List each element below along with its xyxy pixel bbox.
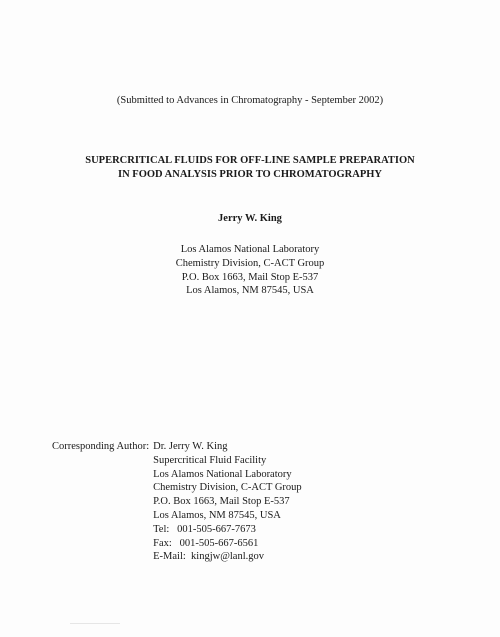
affiliation-line: Los Alamos National Laboratory [180,244,320,255]
contact-fax: Fax: 001-505-667-6561 [153,537,259,549]
contact-line: Los Alamos National Laboratory [153,468,292,480]
contact-phone: Tel: 001-505-667-7673 [153,523,256,535]
contact-line: Dr. Jerry W. King [153,441,228,452]
submission-note: (Submitted to Advances in Chromatography - September 2002) [116,95,384,106]
title-line-2: IN FOOD ANALYSIS PRIOR TO CHROMATOGRAPHY [118,169,382,180]
affiliation-line: P.O. Box 1663, Mail Stop E-537 [181,271,319,283]
contact-line: Los Alamos, NM 87545, USA [153,509,281,521]
contact-line: Supercritical Fluid Facility [153,454,267,466]
affiliation-line: Chemistry Division, C-ACT Group [175,257,325,269]
corresponding-author-details [153,440,302,564]
title-line-1: SUPERCRITICAL FLUIDS FOR OFF-LINE SAMPLE PREPARATION [85,155,415,166]
contact-line: P.O. Box 1663, Mail Stop E-537 [153,496,290,508]
corresponding-author-block [52,440,302,564]
paper-title [40,154,460,182]
author-name: Jerry W. King [218,213,282,224]
corresponding-author-label: Corresponding Author: [52,441,150,452]
scan-mark [70,623,120,624]
contact-line: Chemistry Division, C-ACT Group [153,482,302,494]
author-affiliation [0,243,500,298]
affiliation-line: Los Alamos, NM 87545, USA [186,285,314,297]
contact-email: E-Mail: kingjw@lanl.gov [153,551,264,563]
